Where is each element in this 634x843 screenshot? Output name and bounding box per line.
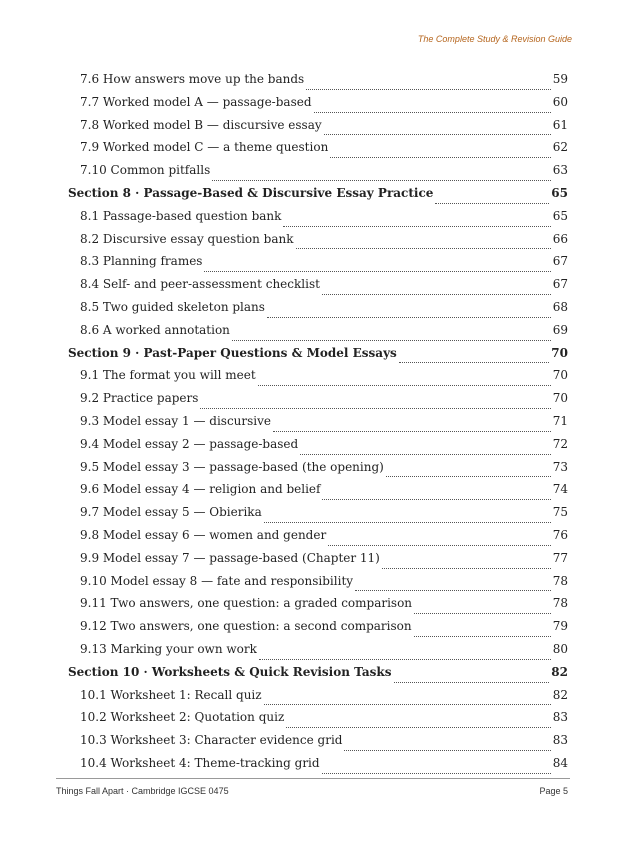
toc-entry-page: 74 xyxy=(552,482,568,497)
dot-leader xyxy=(259,658,551,660)
toc-entry[interactable] xyxy=(68,277,568,300)
toc-entry-page: 83 xyxy=(552,710,568,725)
toc-entry-title: 7.9 Worked model C — a theme question xyxy=(80,140,329,155)
toc-entry[interactable] xyxy=(68,642,568,665)
dot-leader xyxy=(382,567,551,569)
dot-leader xyxy=(322,498,550,500)
toc-entry[interactable] xyxy=(68,300,568,323)
dot-leader xyxy=(264,703,551,705)
toc-entry[interactable] xyxy=(68,551,568,574)
toc-entry[interactable] xyxy=(68,368,568,391)
toc-entry-title: 8.3 Planning frames xyxy=(80,254,203,269)
toc-entry[interactable] xyxy=(68,460,568,483)
toc-entry-title: 8.6 A worked annotation xyxy=(80,322,230,337)
toc-entry-page: 70 xyxy=(551,345,568,360)
toc-entry-title: 7.10 Common pitfalls xyxy=(80,163,211,178)
dot-leader xyxy=(386,475,551,477)
toc-entry[interactable] xyxy=(68,414,568,437)
toc-entry-title: 8.4 Self- and peer-assessment checklist xyxy=(80,277,320,292)
toc-entry-page: 77 xyxy=(552,550,568,565)
dot-leader xyxy=(324,133,551,135)
toc-entry-title: 9.6 Model essay 4 — religion and belief xyxy=(80,482,321,497)
dot-leader xyxy=(414,612,551,614)
dot-leader xyxy=(330,156,550,158)
toc-section-entry[interactable] xyxy=(68,186,568,209)
toc-entry-title: Section 10 · Worksheets & Quick Revision Tasks xyxy=(68,664,392,679)
toc-entry-page: 82 xyxy=(552,687,568,702)
toc-entry-page: 63 xyxy=(552,163,568,178)
toc-entry-title: 10.4 Worksheet 4: Theme-tracking grid xyxy=(80,755,320,770)
dot-leader xyxy=(314,111,551,113)
dot-leader xyxy=(322,772,551,774)
toc-entry[interactable] xyxy=(68,232,568,255)
toc-entry-title: Section 8 · Passage-Based & Discursive Essay Practice xyxy=(68,185,434,200)
toc-entry-page: 70 xyxy=(552,391,568,406)
toc-entry-title: Section 9 · Past-Paper Questions & Model Essays xyxy=(68,345,397,360)
toc-entry-title: 9.11 Two answers, one question: a graded comparison xyxy=(80,596,413,611)
footer-page-number: Page 5 xyxy=(539,786,568,796)
dot-leader xyxy=(399,361,549,363)
dot-leader xyxy=(355,589,551,591)
toc-entry[interactable] xyxy=(68,118,568,141)
toc-entry[interactable] xyxy=(68,95,568,118)
toc-entry-page: 60 xyxy=(552,94,568,109)
toc-entry-page: 71 xyxy=(552,413,568,428)
toc-entry-page: 66 xyxy=(552,231,568,246)
toc-entry[interactable] xyxy=(68,688,568,711)
toc-entry-page: 75 xyxy=(552,505,568,520)
toc-entry-title: 9.7 Model essay 5 — Obierika xyxy=(80,505,262,520)
toc-entry-title: 7.7 Worked model A — passage-based xyxy=(80,94,312,109)
toc-entry[interactable] xyxy=(68,391,568,414)
dot-leader xyxy=(232,339,551,341)
toc-entry[interactable] xyxy=(68,437,568,460)
toc-entry-page: 79 xyxy=(552,619,568,634)
toc-entry-title: 8.1 Passage-based question bank xyxy=(80,208,282,223)
toc-entry-title: 9.2 Practice papers xyxy=(80,391,199,406)
toc-entry-page: 70 xyxy=(552,368,568,383)
toc-entry[interactable] xyxy=(68,710,568,733)
toc-entry-page: 82 xyxy=(551,664,568,679)
toc-entry-title: 10.2 Worksheet 2: Quotation quiz xyxy=(80,710,285,725)
toc-entry-title: 9.13 Marking your own work xyxy=(80,641,257,656)
toc-entry[interactable] xyxy=(68,733,568,756)
toc-entry-title: 9.9 Model essay 7 — passage-based (Chapter 11) xyxy=(80,550,380,565)
toc-section-entry[interactable] xyxy=(68,665,568,688)
toc-entry-title: 9.1 The format you will meet xyxy=(80,368,256,383)
dot-leader xyxy=(267,316,551,318)
toc-entry-title: 8.2 Discursive essay question bank xyxy=(80,231,294,246)
toc-entry[interactable] xyxy=(68,140,568,163)
toc-entry-title: 9.5 Model essay 3 — passage-based (the opening) xyxy=(80,459,384,474)
toc-entry-page: 67 xyxy=(552,277,568,292)
toc-entry-title: 9.4 Model essay 2 — passage-based xyxy=(80,436,299,451)
toc-entry[interactable] xyxy=(68,163,568,186)
toc-entry[interactable] xyxy=(68,323,568,346)
toc-entry-page: 80 xyxy=(552,641,568,656)
toc-entry-title: 7.6 How answers move up the bands xyxy=(80,72,305,86)
dot-leader xyxy=(328,544,551,546)
dot-leader xyxy=(414,635,551,637)
footer-book-title: Things Fall Apart · Cambridge IGCSE 0475 xyxy=(56,786,229,796)
dot-leader xyxy=(283,225,550,227)
dot-leader xyxy=(435,202,549,204)
toc-entry-page: 76 xyxy=(552,527,568,542)
toc-entry-page: 62 xyxy=(552,140,568,155)
toc-entry-page: 65 xyxy=(551,185,568,200)
toc-entry[interactable] xyxy=(68,505,568,528)
toc-entry-page: 78 xyxy=(552,596,568,611)
toc-entry-title: 9.3 Model essay 1 — discursive xyxy=(80,413,272,428)
dot-leader xyxy=(258,384,551,386)
table-of-contents xyxy=(68,72,568,779)
toc-entry-title: 10.3 Worksheet 3: Character evidence grid xyxy=(80,733,343,748)
dot-leader xyxy=(212,179,550,181)
toc-entry-page: 78 xyxy=(552,573,568,588)
toc-entry-title: 7.8 Worked model B — discursive essay xyxy=(80,117,322,132)
toc-entry-title: 8.5 Two guided skeleton plans xyxy=(80,299,265,314)
toc-entry[interactable] xyxy=(68,209,568,232)
dot-leader xyxy=(286,726,550,728)
toc-entry-title: 9.12 Two answers, one question: a second comparison xyxy=(80,619,412,634)
toc-entry[interactable] xyxy=(68,482,568,505)
dot-leader xyxy=(273,430,551,432)
toc-entry-page: 68 xyxy=(552,299,568,314)
toc-entry-page: 65 xyxy=(552,208,568,223)
toc-entry-page: 69 xyxy=(552,322,568,337)
dot-leader xyxy=(300,453,551,455)
toc-entry[interactable] xyxy=(68,619,568,642)
toc-entry-page: 72 xyxy=(552,436,568,451)
toc-entry[interactable] xyxy=(68,72,568,95)
dot-leader xyxy=(200,407,550,409)
toc-entry[interactable] xyxy=(68,528,568,551)
toc-entry-page: 59 xyxy=(552,72,568,86)
dot-leader xyxy=(264,521,551,523)
toc-section-entry[interactable] xyxy=(68,346,568,369)
toc-entry-page: 83 xyxy=(552,733,568,748)
toc-entry[interactable] xyxy=(68,254,568,277)
toc-entry-title: 9.8 Model essay 6 — women and gender xyxy=(80,527,327,542)
dot-leader xyxy=(394,681,550,683)
toc-entry-page: 73 xyxy=(552,459,568,474)
dot-leader xyxy=(204,270,550,272)
dot-leader xyxy=(322,293,551,295)
toc-entry[interactable] xyxy=(68,756,568,779)
toc-entry-title: 9.10 Model essay 8 — fate and responsibility xyxy=(80,573,354,588)
toc-entry-page: 84 xyxy=(552,755,568,770)
dot-leader xyxy=(306,88,551,90)
dot-leader xyxy=(296,247,551,249)
toc-entry[interactable] xyxy=(68,574,568,597)
footer-divider xyxy=(56,778,570,779)
dot-leader xyxy=(344,749,550,751)
toc-entry-title: 10.1 Worksheet 1: Recall quiz xyxy=(80,687,262,702)
toc-entry-page: 67 xyxy=(552,254,568,269)
toc-entry[interactable] xyxy=(68,596,568,619)
running-header: The Complete Study & Revision Guide xyxy=(417,34,572,44)
toc-entry-page: 61 xyxy=(552,117,568,132)
